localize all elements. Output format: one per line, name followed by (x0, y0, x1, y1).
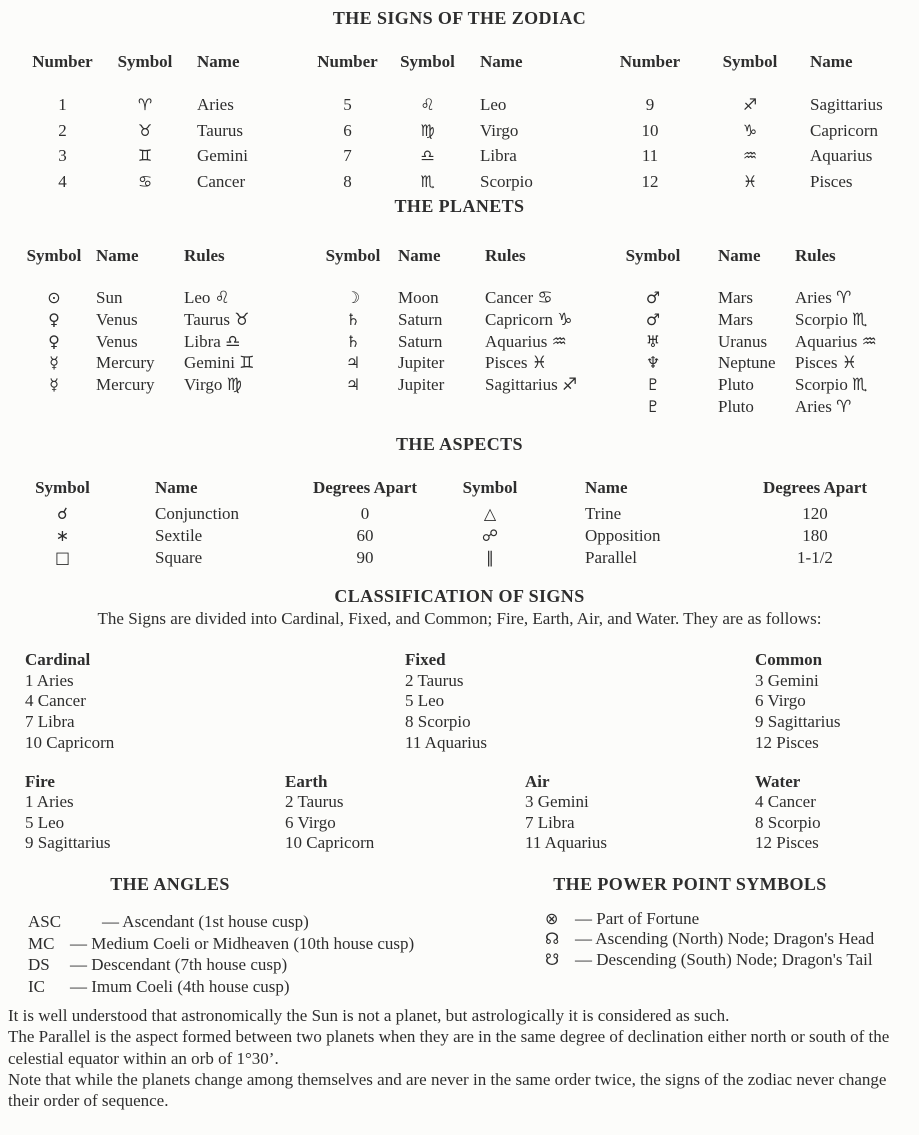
group-item: 9 Sagittarius (755, 712, 841, 732)
sign-name: Aries (197, 95, 234, 114)
planets-table (18, 246, 917, 419)
angle-description: — Descendant (7th house cusp) (70, 955, 288, 974)
group-label: Fire (25, 772, 55, 791)
south-node-symbol: ☋ (545, 949, 560, 969)
fixed-group (405, 650, 755, 754)
group-item: 4 Cancer (25, 691, 86, 711)
saturn-symbol: ♄ (345, 331, 361, 351)
column-header-symbol: Symbol (35, 478, 90, 497)
column-header-symbol: Symbol (26, 246, 82, 265)
planet-name: Pluto (718, 396, 754, 416)
sign-number: 10 (641, 120, 659, 140)
group-label: Common (755, 650, 823, 669)
sign-name: Leo (480, 95, 507, 114)
group-label: Fixed (405, 650, 446, 669)
column-header-degrees: Degrees Apart (312, 478, 418, 497)
pisces-symbol: ♓ (742, 171, 758, 191)
sign-name: Pisces (810, 171, 853, 191)
sign-name: Scorpio (480, 171, 533, 191)
footnote-paragraph: Note that while the planets change among themselves and are never in the same order twice, the signs of the zodiac never change their order of sequence. (8, 1069, 887, 1111)
sign-number: 2 (58, 120, 67, 140)
virgo-symbol: ♍ (420, 120, 435, 140)
earth-group (285, 772, 525, 853)
group-item: 6 Virgo (285, 812, 336, 832)
angle-row (28, 933, 478, 955)
angles-list (28, 911, 478, 997)
part-of-fortune-symbol: ⊗ (545, 909, 559, 928)
venus-symbol: ♀ (48, 309, 60, 329)
sign-number: 6 (343, 120, 352, 140)
group-item: 5 Leo (405, 691, 445, 711)
angle-abbr: DS (28, 955, 50, 974)
aspect-degrees: 90 (356, 548, 374, 567)
group-item: 3 Gemini (525, 792, 589, 812)
sign-name: Virgo (480, 120, 519, 140)
sign-number: 9 (645, 95, 655, 114)
sign-number: 11 (641, 146, 659, 165)
aspect-name: Opposition (585, 526, 661, 545)
planet-name: Mars (718, 309, 753, 329)
group-item: 12 Pisces (755, 832, 819, 852)
group-item: 9 Sagittarius (25, 832, 111, 852)
leo-symbol: ♌ (420, 95, 435, 114)
zodiac-title: THE SIGNS OF THE ZODIAC (332, 8, 587, 28)
uranus-symbol: ♅ (645, 331, 661, 351)
angle-abbr: IC (28, 976, 45, 996)
planet-name: Saturn (398, 331, 443, 351)
mercury-symbol: ☿ (49, 375, 59, 395)
empty-cell (320, 397, 386, 419)
angle-row (28, 911, 478, 933)
planet-rules: Libra ♎ (184, 331, 241, 351)
empty-cell (90, 397, 184, 419)
planet-name: Mars (718, 288, 753, 307)
angle-description: — Ascendant (1st house cusp) (102, 912, 309, 931)
column-header-number: Number (317, 52, 378, 71)
column-header-name: Name (810, 52, 853, 71)
mars-symbol: ♂ (645, 288, 661, 307)
aquarius-symbol: ♒ (742, 146, 758, 165)
angle-row (28, 954, 478, 976)
column-header-symbol: Symbol (625, 246, 681, 265)
planet-name: Jupiter (398, 353, 445, 373)
group-item: 10 Capricorn (285, 832, 375, 852)
aspect-degrees: 180 (802, 526, 828, 545)
aspect-name: Conjunction (155, 504, 240, 523)
column-header-name: Name (718, 246, 761, 265)
sun-symbol: ⊙ (47, 288, 61, 307)
column-header-symbol: Symbol (325, 246, 381, 265)
group-item: 11 Aquarius (405, 732, 488, 752)
planet-rules: Pisces ♓ (795, 353, 857, 373)
planet-name: Saturn (398, 309, 443, 329)
taurus-symbol: ♉ (137, 120, 153, 140)
angle-row (28, 976, 478, 998)
group-item: 5 Leo (25, 812, 65, 832)
group-item: 4 Cancer (755, 792, 816, 812)
aries-symbol: ♈ (137, 95, 153, 114)
planet-rules: Scorpio ♏ (795, 309, 868, 329)
planet-name: Venus (96, 309, 138, 329)
planet-name: Mercury (96, 353, 155, 373)
gemini-symbol: ♊ (137, 146, 153, 165)
sign-name: Gemini (197, 146, 248, 165)
sign-name: Aquarius (810, 146, 873, 165)
planet-rules: Aquarius ♒ (795, 331, 877, 351)
empty-cell (386, 397, 485, 419)
group-label: Air (525, 772, 550, 791)
planet-rules: Sagittarius ♐ (485, 375, 578, 395)
aspect-name: Square (155, 548, 203, 567)
column-header-name: Name (585, 478, 628, 497)
sign-number: 4 (58, 171, 67, 191)
group-label: Cardinal (25, 650, 91, 669)
sign-number: 3 (58, 146, 67, 165)
group-item: 10 Capricorn (25, 732, 115, 752)
column-header-name: Name (480, 52, 523, 71)
sign-name: Capricorn (810, 120, 878, 140)
planet-name: Venus (96, 331, 138, 351)
pluto-symbol: ♇ (645, 396, 661, 416)
planet-name: Mercury (96, 375, 155, 395)
aspect-degrees: 1-1/2 (797, 548, 833, 567)
mars-symbol: ♂ (645, 309, 661, 329)
sign-number: 1 (58, 95, 67, 114)
aspects-title: THE ASPECTS (396, 434, 523, 454)
column-header-symbol: Symbol (117, 52, 173, 71)
venus-symbol: ♀ (48, 331, 60, 351)
planet-name: Uranus (718, 331, 768, 351)
planet-rules: Aries ♈ (795, 288, 852, 307)
column-header-name: Name (398, 246, 441, 265)
angle-abbr: MC (28, 933, 55, 953)
column-header-rules: Rules (795, 246, 836, 265)
planet-rules: Cancer ♋ (485, 288, 553, 307)
quality-groups (25, 650, 919, 754)
sagittarius-symbol: ♐ (742, 95, 758, 114)
column-header-rules: Rules (184, 246, 225, 265)
classification-intro: The Signs are divided into Cardinal, Fixed, and Common; Fire, Earth, Air, and Water. They are as follows: (97, 609, 822, 628)
sign-number: 5 (343, 95, 352, 114)
aspect-degrees: 60 (356, 526, 374, 545)
sign-name: Cancer (197, 171, 246, 191)
fire-group (25, 772, 285, 853)
zodiac-table (20, 52, 919, 197)
saturn-symbol: ♄ (345, 309, 361, 329)
angle-description: — Imum Coeli (4th house cusp) (70, 976, 290, 996)
north-node-symbol: ☊ (545, 929, 560, 949)
sign-number: 12 (641, 171, 659, 191)
group-item: 2 Taurus (285, 792, 344, 812)
angle-abbr: ASC (28, 912, 62, 931)
capricorn-symbol: ♑ (742, 120, 758, 140)
group-label: Water (755, 772, 801, 791)
column-header-rules: Rules (485, 246, 526, 265)
libra-symbol: ♎ (420, 146, 435, 165)
planet-name: Sun (96, 288, 123, 307)
planet-rules: Leo ♌ (184, 288, 230, 307)
group-item: 7 Libra (25, 712, 75, 732)
power-points-list (545, 909, 915, 970)
aspect-degrees: 120 (802, 504, 828, 523)
column-header-number: Number (32, 52, 93, 71)
planet-rules: Aries ♈ (795, 396, 852, 416)
sign-name: Libra (480, 146, 517, 165)
planet-name: Neptune (718, 353, 776, 373)
element-groups (25, 772, 915, 853)
planet-rules: Capricorn ♑ (485, 309, 573, 329)
planet-rules: Pisces ♓ (485, 353, 547, 373)
group-item: 1 Aries (25, 792, 74, 812)
power-point-row (545, 929, 915, 949)
footnote-paragraph: The Parallel is the aspect formed between two planets when they are in the same degree of declination either north or south of the celestial equator within an orb of 1°30’. (8, 1027, 890, 1068)
column-header-name: Name (96, 246, 139, 265)
cardinal-group (25, 650, 405, 754)
jupiter-symbol: ♃ (345, 375, 361, 395)
column-header-name: Name (197, 52, 240, 71)
planet-rules: Gemini ♊ (184, 353, 255, 373)
power-point-row (545, 909, 915, 929)
planet-name: Moon (398, 288, 439, 307)
power-point-description: — Ascending (North) Node; Dragon's Head (575, 929, 875, 949)
power-point-description: — Descending (South) Node; Dragon's Tail (575, 949, 873, 969)
angles-title: THE ANGLES (110, 874, 230, 894)
group-item: 2 Taurus (405, 670, 464, 690)
common-group (755, 650, 919, 754)
column-header-degrees: Degrees Apart (762, 478, 868, 497)
moon-symbol: ☽ (345, 288, 361, 307)
group-item: 8 Scorpio (755, 812, 821, 832)
power-point-description: — Part of Fortune (575, 909, 700, 928)
water-group (755, 772, 915, 853)
classification-title: CLASSIFICATION OF SIGNS (334, 586, 585, 606)
aspect-name: Parallel (585, 548, 637, 567)
sign-number: 8 (343, 171, 352, 191)
aspects-table (20, 478, 880, 570)
column-header-symbol: Symbol (722, 52, 778, 71)
planet-rules: Virgo ♍ (184, 375, 242, 395)
mercury-symbol: ☿ (49, 353, 59, 373)
column-header-name: Name (155, 478, 198, 497)
angle-description: — Medium Coeli or Midheaven (10th house cusp) (70, 933, 415, 953)
group-label: Earth (285, 772, 328, 791)
footnote-paragraph: It is well understood that astronomically the Sun is not a planet, but astrologically it is considered as such. (8, 1006, 730, 1025)
sign-number: 7 (343, 146, 352, 165)
planet-rules: Taurus ♉ (184, 309, 250, 329)
footnotes (8, 1005, 916, 1111)
empty-cell (485, 397, 618, 419)
group-item: 3 Gemini (755, 670, 819, 690)
group-item: 8 Scorpio (405, 712, 471, 732)
trine-symbol: △ (483, 504, 497, 523)
column-header-number: Number (619, 52, 681, 71)
jupiter-symbol: ♃ (345, 353, 361, 373)
sign-name: Taurus (197, 120, 244, 140)
sign-name: Sagittarius (810, 95, 883, 114)
group-item: 12 Pisces (755, 732, 819, 752)
column-header-symbol: Symbol (462, 478, 518, 497)
planet-name: Jupiter (398, 375, 445, 395)
aspect-name: Sextile (155, 526, 203, 545)
column-header-symbol: Symbol (400, 52, 455, 71)
power-point-row (545, 950, 915, 970)
planet-rules: Scorpio ♏ (795, 375, 868, 395)
air-group (525, 772, 755, 853)
power-points-title: THE POWER POINT SYMBOLS (553, 874, 827, 894)
group-item: 1 Aries (25, 670, 74, 690)
scorpio-symbol: ♏ (420, 171, 435, 191)
sextile-symbol: ∗ (55, 526, 70, 545)
empty-cell (184, 397, 320, 419)
planets-title: THE PLANETS (394, 196, 525, 216)
cancer-symbol: ♋ (137, 171, 153, 191)
group-item: 7 Libra (525, 812, 575, 832)
square-symbol: □ (54, 548, 71, 567)
planet-name: Pluto (718, 375, 754, 395)
conjunction-symbol: ☌ (57, 504, 68, 523)
aspect-degrees: 0 (360, 504, 370, 523)
pluto-symbol: ♇ (645, 375, 661, 395)
aspect-name: Trine (585, 504, 622, 523)
planet-rules: Aquarius ♒ (485, 331, 567, 351)
empty-cell (18, 397, 90, 419)
group-item: 6 Virgo (755, 691, 806, 711)
parallel-symbol: ∥ (486, 548, 494, 567)
opposition-symbol: ☍ (481, 526, 499, 545)
group-item: 11 Aquarius (525, 832, 608, 852)
neptune-symbol: ♆ (645, 353, 661, 373)
